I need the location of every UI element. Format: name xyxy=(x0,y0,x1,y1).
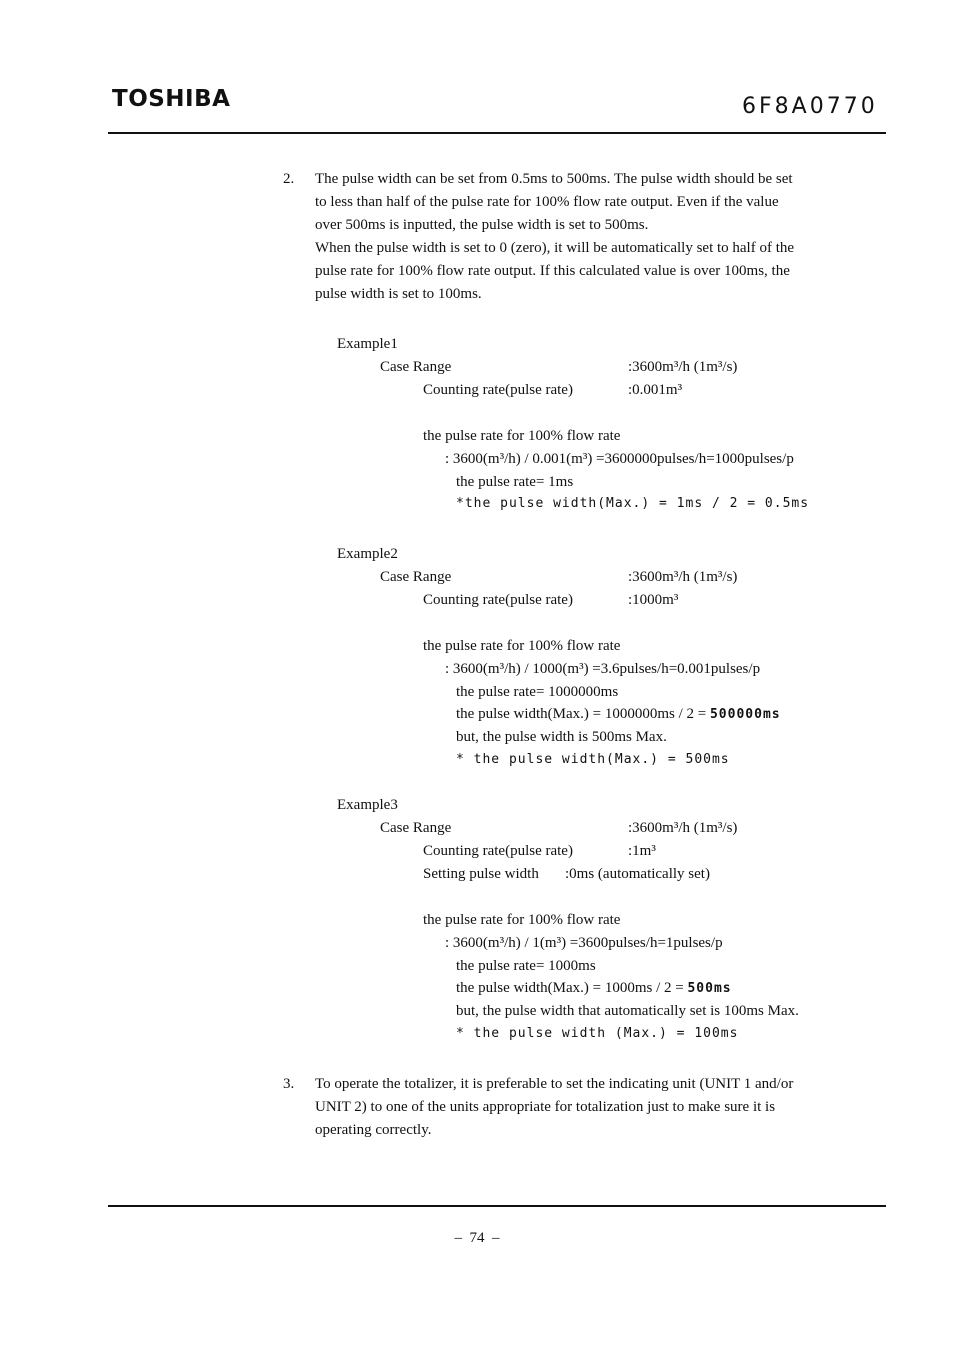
calc-line: the pulse rate= 1000000ms xyxy=(456,684,619,700)
counting-rate-label: Counting rate(pulse rate) xyxy=(423,592,573,608)
header-rule xyxy=(108,132,886,134)
calc-line xyxy=(456,980,732,997)
item2-paragraph xyxy=(315,168,875,306)
example-title: Example2 xyxy=(337,546,398,562)
calc-text: the pulse width(Max.) = 1000000ms / 2 = xyxy=(456,706,710,722)
document-number: 6F8A0770 xyxy=(742,94,878,119)
calc-line: but, the pulse width is 500ms Max. xyxy=(456,729,667,745)
text-line: pulse width is set to 100ms. xyxy=(315,286,482,302)
calc-title: the pulse rate for 100% flow rate xyxy=(423,912,621,928)
calc-text: the pulse width(Max.) = 1000ms / 2 = xyxy=(456,980,688,996)
text-line: over 500ms is inputted, the pulse width is set to 500ms. xyxy=(315,217,649,233)
calc-line: but, the pulse width that automatically set is 100ms Max. xyxy=(456,1003,799,1019)
setting-pulse-value: :0ms (automatically set) xyxy=(565,866,710,882)
text-line: To operate the totalizer, it is preferable to set the indicating unit (UNIT 1 and/or xyxy=(315,1076,794,1092)
case-range-value: :3600m³/h (1m³/s) xyxy=(628,820,738,836)
item-number: 2. xyxy=(283,171,295,187)
text-line: The pulse width can be set from 0.5ms to 500ms. The pulse width should be set xyxy=(315,171,793,187)
calc-line: the pulse rate= 1000ms xyxy=(456,958,596,974)
result-line: * the pulse width (Max.) = 100ms xyxy=(456,1026,739,1041)
example-title: Example1 xyxy=(337,336,398,352)
text-line: to less than half of the pulse rate for 100% flow rate output. Even if the value xyxy=(315,194,779,210)
text-line: pulse rate for 100% flow rate output. If this calculated value is over 100ms, the xyxy=(315,263,790,279)
case-range-label: Case Range xyxy=(380,359,452,375)
counting-rate-value: :0.001m³ xyxy=(628,382,683,398)
item3-paragraph xyxy=(315,1073,875,1142)
counting-rate-value: :1m³ xyxy=(628,843,656,859)
setting-pulse-label: Setting pulse width xyxy=(423,866,539,882)
calc-bold-value: 500000ms xyxy=(709,707,781,722)
calc-line: : 3600(m³/h) / 1000(m³) =3.6pulses/h=0.001pulses/p xyxy=(445,661,761,677)
calc-title: the pulse rate for 100% flow rate xyxy=(423,428,621,444)
calc-line: the pulse rate= 1ms xyxy=(456,474,574,490)
calc-line: : 3600(m³/h) / 0.001(m³) =3600000pulses/h=1000pulses/p xyxy=(445,451,794,467)
result-line: *the pulse width(Max.) = 1ms / 2 = 0.5ms xyxy=(456,496,810,511)
text-line: operating correctly. xyxy=(315,1122,432,1138)
case-range-label: Case Range xyxy=(380,820,452,836)
case-range-value: :3600m³/h (1m³/s) xyxy=(628,359,738,375)
calc-line: : 3600(m³/h) / 1(m³) =3600pulses/h=1pulses/p xyxy=(445,935,723,951)
example-title: Example3 xyxy=(337,797,398,813)
calc-bold-value: 500ms xyxy=(687,981,732,996)
item-number: 3. xyxy=(283,1076,295,1092)
case-range-value: :3600m³/h (1m³/s) xyxy=(628,569,738,585)
counting-rate-label: Counting rate(pulse rate) xyxy=(423,843,573,859)
result-line: * the pulse width(Max.) = 500ms xyxy=(456,752,730,767)
text-line: UNIT 2) to one of the units appropriate for totalization just to make sure it is xyxy=(315,1099,776,1115)
calc-title: the pulse rate for 100% flow rate xyxy=(423,638,621,654)
text-line: When the pulse width is set to 0 (zero), it will be automatically set to half of the xyxy=(315,240,795,256)
footer-rule xyxy=(108,1205,886,1207)
calc-line xyxy=(456,706,781,723)
counting-rate-value: :1000m³ xyxy=(628,592,679,608)
case-range-label: Case Range xyxy=(380,569,452,585)
page-number: – 74 – xyxy=(454,1230,500,1246)
counting-rate-label: Counting rate(pulse rate) xyxy=(423,382,573,398)
brand-logo: TOSHIBA xyxy=(112,86,231,112)
